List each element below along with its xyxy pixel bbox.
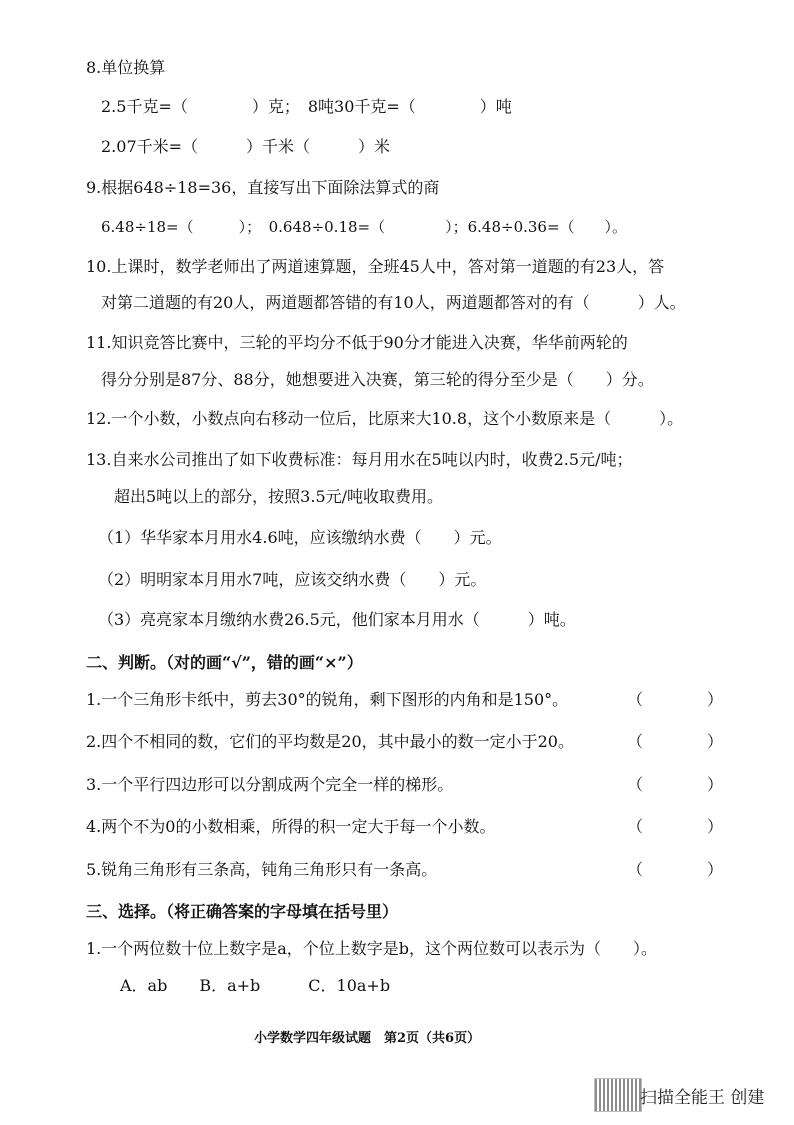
question-13-line-b: 超出5吨以上的部分，按照3.5元/吨收取费用。 bbox=[114, 487, 444, 506]
question-8-line-a: 2.5千克=（ ）克； 8吨30千克=（ ）吨 bbox=[101, 97, 512, 116]
judge-paren-3: （ ） bbox=[627, 775, 724, 794]
question-11-line-a: 11.知识竞答比赛中，三轮的平均分不低于90分才能进入决赛，华华前两轮的 bbox=[86, 333, 628, 352]
question-9-line-a: 6.48÷18=（ ）； 0.648÷0.18=（ ）；6.48÷0.36=（ ）。 bbox=[101, 218, 628, 236]
section-3-heading: 三、选择。（将正确答案的字母填在括号里） bbox=[86, 902, 399, 921]
judge-paren-5: （ ） bbox=[627, 860, 724, 879]
judge-paren-2: （ ） bbox=[627, 732, 724, 751]
section-2-heading: 二、判断。（对的画“√”，错的画“×”） bbox=[86, 653, 363, 672]
question-12: 12.一个小数，小数点向右移动一位后，比原来大10.8，这个小数原来是（ ）。 bbox=[86, 409, 684, 428]
qr-code-icon bbox=[594, 1078, 642, 1112]
question-9-title: 9.根据648÷18=36，直接写出下面除法算式的商 bbox=[86, 178, 440, 197]
question-10-line-b: 对第二道题的有20人，两道题都答错的有10人，两道题都答对的有（ ）人。 bbox=[101, 293, 686, 312]
watermark-text: 扫描全能王 创建 bbox=[640, 1088, 765, 1108]
question-8-title: 8.单位换算 bbox=[86, 58, 166, 77]
judge-item-5: 5.锐角三角形有三条高，钝角三角形只有一条高。 bbox=[86, 860, 438, 879]
question-13-part-3: （3）亮亮家本月缴纳水费26.5元，他们家本月用水（ ）吨。 bbox=[98, 610, 576, 629]
judge-paren-1: （ ） bbox=[627, 690, 724, 709]
question-11-line-b: 得分分别是87分、88分，她想要进入决赛，第三轮的得分至少是（ ）分。 bbox=[101, 370, 654, 389]
page-footer: 小学数学四年级试题 第2页（共6页） bbox=[254, 1031, 481, 1046]
question-13-line-a: 13.自来水公司推出了如下收费标准：每月用水在5吨以内时，收费2.5元/吨； bbox=[86, 450, 633, 469]
judge-item-2: 2.四个不相同的数，它们的平均数是20，其中最小的数一定小于20。 bbox=[86, 732, 574, 751]
judge-item-1: 1.一个三角形卡纸中，剪去30°的锐角，剩下图形的内角和是150°。 bbox=[86, 690, 569, 709]
judge-item-4: 4.两个不为0的小数相乘，所得的积一定大于每一个小数。 bbox=[86, 817, 496, 836]
choice-item-1: 1.一个两位数十位上数字是a，个位上数字是b，这个两位数可以表示为（ ）。 bbox=[86, 939, 658, 958]
question-10-line-a: 10.上课时，数学老师出了两道速算题，全班45人中，答对第一道题的有23人，答 bbox=[86, 257, 665, 276]
judge-paren-4: （ ） bbox=[627, 817, 724, 836]
question-13-part-1: （1）华华家本月用水4.6吨，应该缴纳水费（ ）元。 bbox=[98, 528, 502, 547]
question-8-line-b: 2.07千米=（ ）千米（ ）米 bbox=[101, 137, 391, 156]
choice-item-1-options: A．ab B．a+b C．10a+b bbox=[120, 976, 391, 995]
scanner-watermark bbox=[594, 1078, 774, 1110]
judge-item-3: 3.一个平行四边形可以分割成两个完全一样的梯形。 bbox=[86, 775, 454, 794]
question-13-part-2: （2）明明家本月用水7吨，应该交纳水费（ ）元。 bbox=[98, 570, 487, 589]
